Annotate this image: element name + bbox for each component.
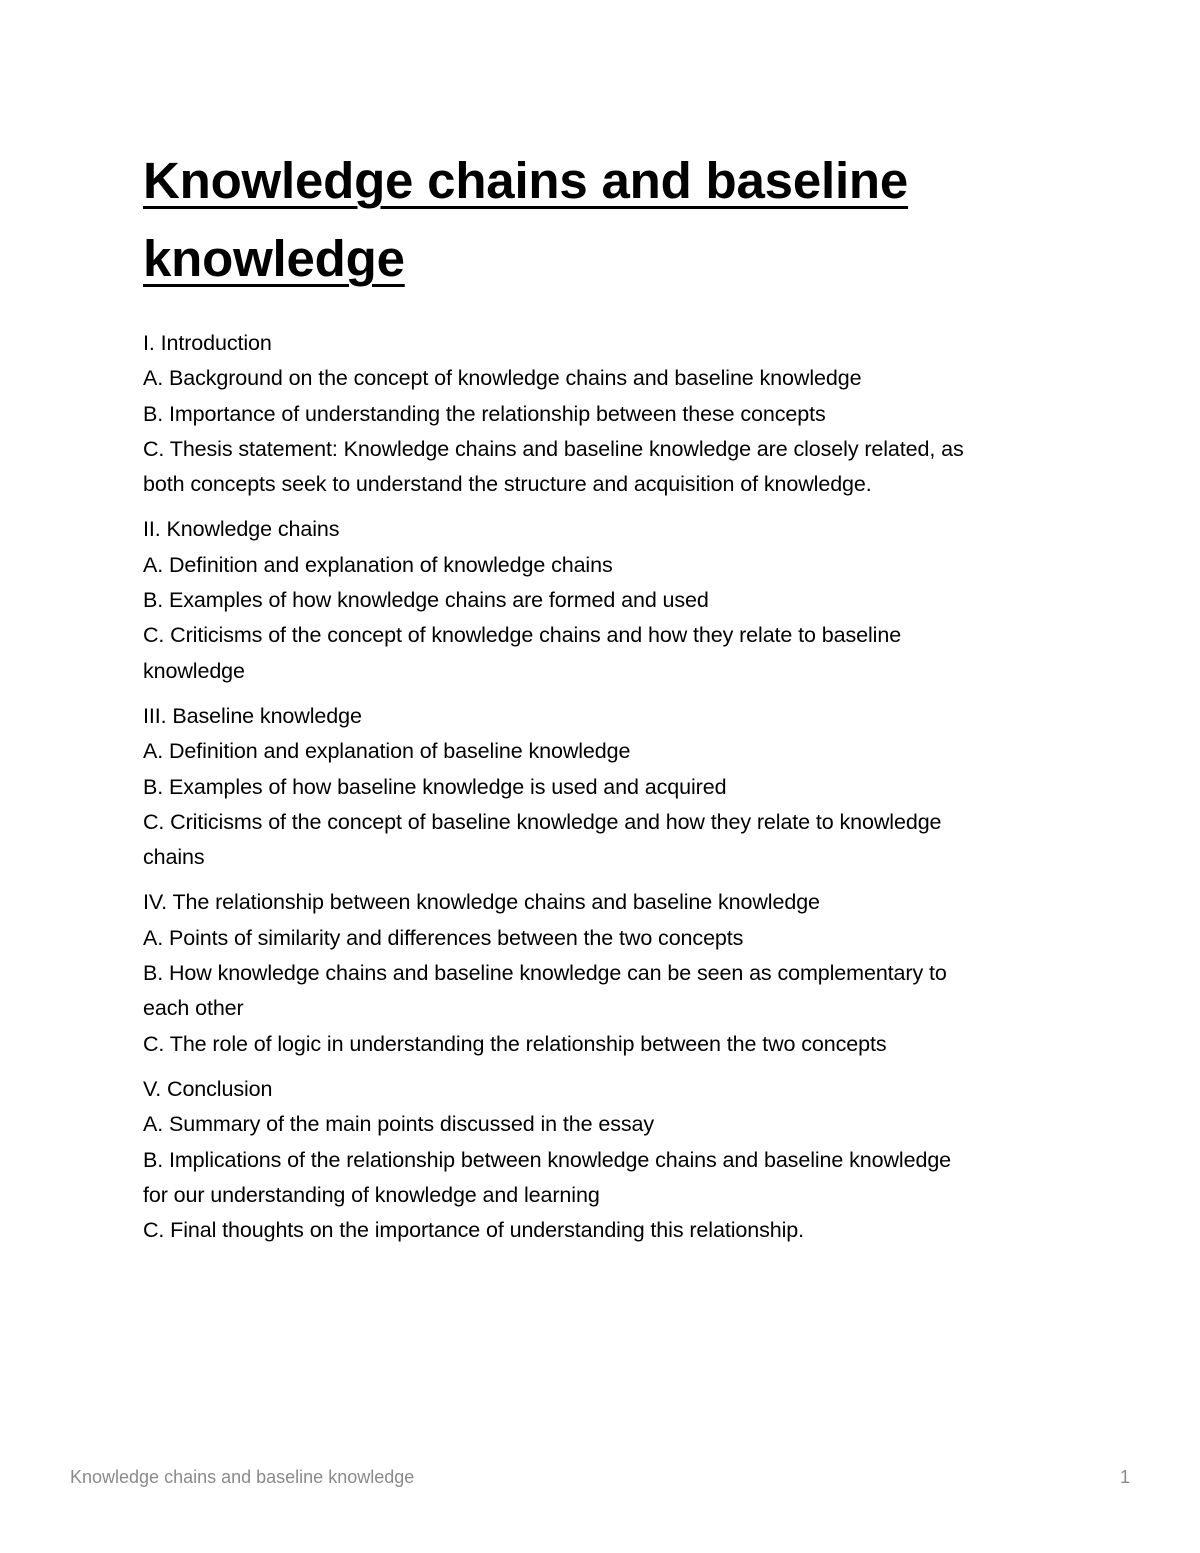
section-knowledge-chains	[143, 512, 1073, 688]
outline-item: A. Points of similarity and differences between the two concepts	[143, 925, 744, 950]
section-heading: I. Introduction	[143, 331, 272, 355]
outline-item-continuation: for our understanding of knowledge and learning	[143, 1182, 600, 1207]
outline-item-continuation: both concepts seek to understand the structure and acquisition of knowledge.	[143, 472, 872, 497]
document-title: Knowledge chains and baseline knowledge	[143, 152, 909, 287]
section-baseline-knowledge	[143, 699, 1073, 875]
outline-item: B. Examples of how baseline knowledge is used and acquired	[143, 774, 727, 799]
outline-item: B. Implications of the relationship between knowledge chains and baseline knowledge	[143, 1147, 952, 1172]
outline-item: B. How knowledge chains and baseline knowledge can be seen as complementary to	[143, 961, 947, 986]
outline-item-continuation: each other	[143, 996, 244, 1021]
section-conclusion	[143, 1072, 1073, 1248]
section-heading: III. Baseline knowledge	[143, 703, 362, 728]
outline-body	[143, 326, 1073, 1258]
section-introduction	[143, 326, 1073, 502]
outline-item: B. Examples of how knowledge chains are formed and used	[143, 588, 709, 613]
outline-item: C. Criticisms of the concept of knowledge chains and how they relate to baseline	[143, 623, 902, 648]
section-heading: II. Knowledge chains	[143, 517, 340, 542]
outline-item: C. Thesis statement: Knowledge chains and baseline knowledge are closely related, as	[143, 436, 964, 461]
section-heading: V. Conclusion	[143, 1076, 273, 1101]
outline-item: A. Definition and explanation of baseline knowledge	[143, 739, 631, 764]
outline-item-continuation: knowledge	[143, 658, 245, 683]
outline-item: C. Final thoughts on the importance of understanding this relationship.	[143, 1218, 804, 1243]
outline-item: A. Background on the concept of knowledge chains and baseline knowledge	[143, 366, 862, 391]
section-relationship	[143, 885, 1073, 1061]
outline-item-continuation: chains	[143, 845, 205, 870]
outline-item: A. Summary of the main points discussed in the essay	[143, 1112, 655, 1137]
outline-item: B. Importance of understanding the relationship between these concepts	[143, 401, 826, 426]
page-number: 1	[1119, 1467, 1130, 1487]
section-heading: IV. The relationship between knowledge chains and baseline knowledge	[143, 890, 820, 915]
footer-title: Knowledge chains and baseline knowledge	[70, 1467, 415, 1487]
outline-item: A. Definition and explanation of knowledge chains	[143, 552, 613, 577]
outline-item: C. Criticisms of the concept of baseline knowledge and how they relate to knowledge	[143, 809, 942, 834]
outline-item: C. The role of logic in understanding the relationship between the two concepts	[143, 1031, 887, 1056]
